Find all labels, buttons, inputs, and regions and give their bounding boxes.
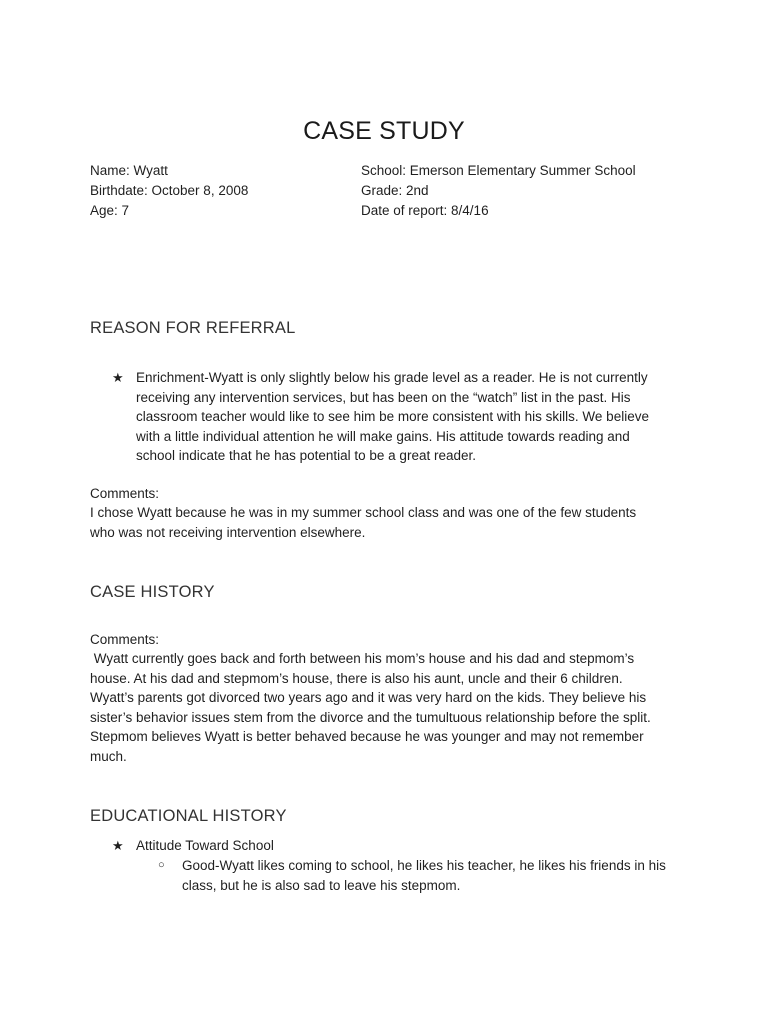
text-line: sister’s behavior issues stem from the divorce and the tumultuous relationship before the split. — [90, 709, 651, 725]
text-line: receiving any intervention services, but has been on the “watch” list in the past. His — [136, 389, 631, 405]
page-title: CASE STUDY — [303, 117, 465, 145]
educational-bullet-text: Attitude Toward School — [136, 838, 274, 853]
text-line: much. — [90, 748, 127, 764]
text-line: class, but he is also sad to leave his stepmom. — [182, 877, 461, 893]
text-line: Wyatt currently goes back and forth between his mom’s house and his dad and stepmom’s — [90, 651, 635, 666]
info-grade: Grade: 2nd — [361, 183, 429, 198]
text-line: with a little individual attention he will make gains. His attitude towards reading and — [136, 428, 630, 444]
text-line: I chose Wyatt because he was in my summer school class and was one of the few students — [90, 505, 637, 520]
educational-sub-bullet-text — [182, 856, 682, 895]
text-line: house. At his dad and stepmom’s house, there is also his aunt, uncle and their 6 children. — [90, 670, 623, 686]
info-birthdate: Birthdate: October 8, 2008 — [90, 183, 249, 198]
text-line: Enrichment-Wyatt is only slightly below his grade level as a reader. He is not currently — [136, 370, 648, 385]
case-history-comments — [90, 649, 670, 767]
referral-comments — [90, 503, 670, 542]
case-history-comments-label: Comments: — [90, 632, 160, 647]
text-line: who was not receiving intervention elsewhere. — [90, 524, 366, 540]
student-info-right — [361, 161, 636, 221]
student-info-left — [90, 161, 248, 221]
heading-reason-for-referral: REASON FOR REFERRAL — [90, 319, 296, 337]
text-line: Good-Wyatt likes coming to school, he likes his teacher, he likes his friends in his — [182, 858, 666, 873]
info-age: Age: 7 — [90, 203, 130, 218]
text-line: classroom teacher would like to see him be more consistent with his skills. We believe — [136, 409, 649, 425]
star-bullet-icon: ★ — [112, 370, 124, 385]
info-name: Name: Wyatt — [90, 163, 168, 178]
text-line: Wyatt’s parents got divorced two years ago and it was very hard on the kids. They believe his — [90, 690, 647, 706]
text-line: school indicate that he has potential to be a great reader. — [136, 448, 476, 464]
circle-bullet-icon: ○ — [158, 859, 165, 871]
text-line: Stepmom believes Wyatt is better behaved because he was younger and may not remember — [90, 729, 644, 745]
heading-case-history: CASE HISTORY — [90, 583, 215, 601]
info-school: School: Emerson Elementary Summer School — [361, 163, 636, 178]
heading-educational-history: EDUCATIONAL HISTORY — [90, 807, 287, 825]
star-bullet-icon: ★ — [112, 838, 124, 853]
info-report-date: Date of report: 8/4/16 — [361, 203, 489, 218]
referral-comments-label: Comments: — [90, 486, 160, 501]
referral-bullet-text — [136, 368, 672, 466]
